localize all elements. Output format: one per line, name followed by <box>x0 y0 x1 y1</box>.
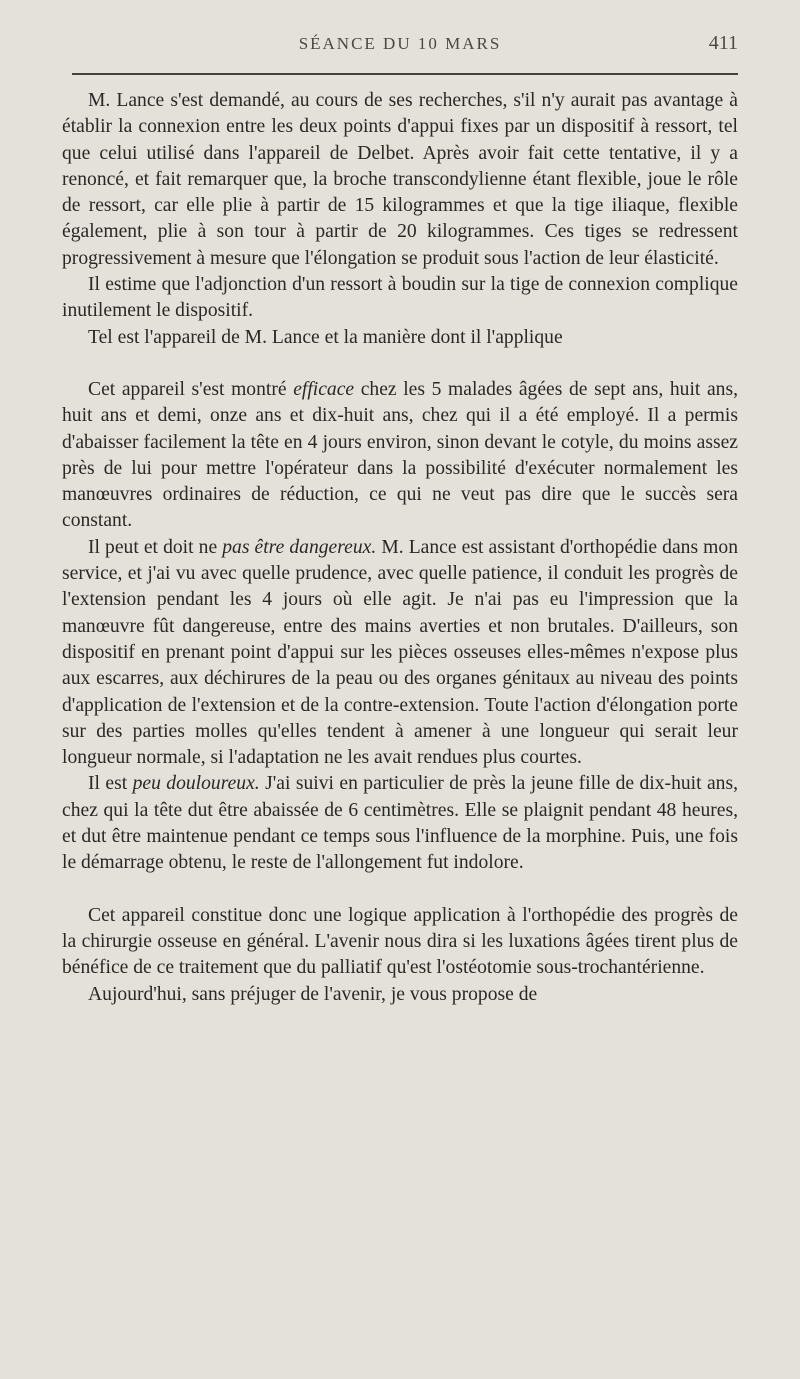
paragraph-text: Il est <box>88 773 133 795</box>
paragraph: Aujourd'hui, sans préjuger de l'avenir, je vous propose de <box>88 983 538 1005</box>
paragraph-text: J'ai suivi en particulier de près la jeune fille de dix-huit ans, chez qui la tête dut être abaissée de 6 centimètres. Elle se plaignit pendant 48 heures, et dut être maintenue pendant ce temps sous l'influence de la morphine. Puis, une fois le démarrage obtenu, le reste de l'allongement fut indolore. <box>62 773 738 874</box>
paragraph: Il estime que l'adjonction d'un ressort à boudin sur la tige de connexion complique inutilement le dispositif. <box>62 274 738 322</box>
emphasis: peu douloureux. <box>132 773 260 795</box>
paragraph: Tel est l'appareil de M. Lance et la manière dont il l'applique <box>88 326 563 348</box>
page-header <box>62 30 738 70</box>
emphasis: pas être dangereux. <box>222 536 377 558</box>
paragraph-text: M. Lance est assistant d'orthopédie dans mon service, et j'ai vu avec quelle prudence, avec quelle patience, il conduit les progrès de l'extension pendant les 4 jours où elle agit. Je n'ai pas eu l'impression que la manœuvre fût dangereuse, entre des mains averties et non brutales. D'ailleurs, son dispositif en prenant point d'appui sur les pièces osseuses elles-mêmes n'expose plus aux escarres, aux déchirures de la peau ou des organes génitaux au niveau des points d'application de l'extension et de la contre-extension. Toute l'action d'élongation porte sur des parties molles qu'elles tendent à amener à une longueur qui serait leur longueur normale, si l'adaptation ne les avait rendues plus courtes. <box>62 536 739 769</box>
emphasis: efficace <box>293 378 355 400</box>
paragraph-text: Cet appareil s'est montré <box>88 378 294 400</box>
paragraph: Cet appareil constitue donc une logique application à l'orthopédie des progrès de la chirurgie osseuse en général. L'avenir nous dira si les luxations âgées tirent plus de bénéfice de ce traitement que du palliatif qu'est l'ostéotomie sous-trochantérienne. <box>62 904 738 979</box>
header-rule <box>72 73 738 75</box>
running-head: SÉANCE DU 10 MARS <box>298 34 502 53</box>
paragraph <box>62 377 738 535</box>
paragraph <box>62 771 738 876</box>
body-text <box>62 88 738 1008</box>
paragraph-text: Il peut et doit ne <box>88 536 223 558</box>
page-number: 411 <box>708 32 738 54</box>
paragraph <box>62 535 738 772</box>
paragraph-text: chez les 5 malades âgées de sept ans, huit ans, huit ans et demi, onze ans et dix-huit ans, chez qui il a été employé. Il a permis d'abaisser facilement la tête en 4 jours environ, sinon devant le cotyle, du moins assez près de lui pour mettre l'opérateur dans la possibilité d'exécuter normalement les manœuvres ordinaires de réduction, ce qui ne veut pas dire que le succès sera constant. <box>62 378 738 532</box>
paragraph: M. Lance s'est demandé, au cours de ses recherches, s'il n'y aurait pas avantage à établir la connexion entre les deux points d'appui fixes par un dispositif à ressort, tel que celui utilisé dans l'appareil de Delbet. Après avoir fait cette tentative, il y a renoncé, et fait remarquer que, la broche transcondylienne étant flexible, joue le rôle de ressort, car elle plie à partir de 15 kilogrammes et que la tige iliaque, flexible également, plie à son tour à partir de 20 kilogrammes. Ces tiges se redressent progressivement à mesure que l'élongation se produit sous l'action de leur élasticité. <box>62 90 738 269</box>
